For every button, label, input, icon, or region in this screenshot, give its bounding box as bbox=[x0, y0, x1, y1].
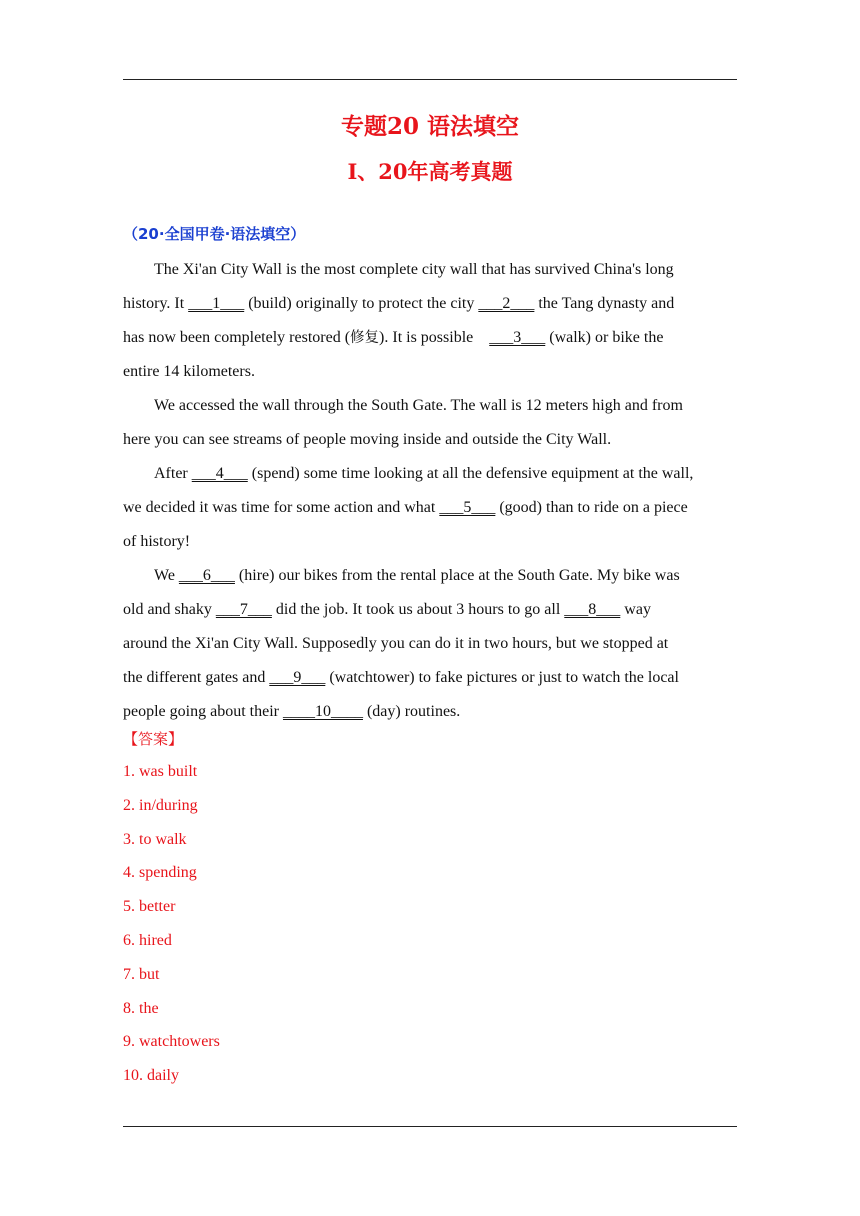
passage-line bbox=[123, 695, 748, 729]
passage-text: (watchtower) to fake pictures or just to watch the local bbox=[325, 669, 679, 686]
passage-text: The Xi'an City Wall is the most complete city wall that has survived China's long bbox=[154, 261, 674, 278]
section-subtitle: I、20年高考真题 bbox=[347, 159, 513, 184]
passage-line bbox=[123, 525, 748, 559]
header-rule bbox=[123, 79, 737, 80]
passage-line bbox=[123, 287, 748, 321]
blank-1: ___1___ bbox=[188, 295, 245, 312]
answer-item: 1. was built bbox=[123, 763, 198, 780]
passage-text: (good) than to ride on a piece bbox=[495, 499, 688, 516]
answer-item: 7. but bbox=[123, 965, 160, 983]
blank-7: ___7___ bbox=[215, 601, 272, 618]
blank-6: ___6___ bbox=[178, 567, 235, 584]
passage-text: (day) routines. bbox=[362, 703, 461, 720]
passage-text: has now been completely restored ( bbox=[123, 329, 351, 346]
answer-item: 10. daily bbox=[123, 1067, 179, 1085]
passage-text: the Tang dynasty and bbox=[534, 295, 675, 312]
blank-5: ___5___ bbox=[439, 499, 496, 516]
passage-line bbox=[123, 321, 748, 355]
answer-item: 4. spending bbox=[123, 864, 197, 882]
passage-line bbox=[123, 253, 748, 287]
passage-text: did the job. It took us about 3 hours to go all bbox=[271, 601, 565, 618]
blank-2: ___2___ bbox=[478, 295, 535, 312]
passage-line bbox=[123, 627, 748, 661]
blank-3: ___3___ bbox=[489, 329, 546, 346]
passage-line bbox=[123, 423, 748, 457]
passage-line bbox=[123, 559, 748, 593]
passage-text: (build) originally to protect the city bbox=[244, 295, 479, 312]
blank-8: ___8___ bbox=[564, 601, 621, 618]
passage-text: ). It is possible bbox=[379, 329, 490, 346]
blank-9: ___9___ bbox=[269, 669, 326, 686]
passage-text: here you can see streams of people moving inside and outside the City Wall. bbox=[123, 431, 612, 448]
footer-rule bbox=[123, 1126, 737, 1127]
passage-line bbox=[123, 593, 748, 627]
passage-text: old and shaky bbox=[123, 601, 216, 618]
passage-text: around the Xi'an City Wall. Supposedly you can do it in two hours, but we stopped at bbox=[123, 635, 669, 652]
cloze-passage bbox=[123, 253, 748, 729]
answer-item: 3. to walk bbox=[123, 830, 187, 848]
answer-heading: 【答案】 bbox=[123, 730, 184, 748]
passage-text: We accessed the wall through the South Gate. The wall is 12 meters high and from bbox=[154, 397, 683, 414]
blank-4: ___4___ bbox=[191, 465, 248, 482]
passage-text: After bbox=[154, 465, 192, 482]
passage-line bbox=[123, 661, 748, 695]
passage-line bbox=[123, 355, 748, 389]
answer-item: 6. hired bbox=[123, 931, 172, 949]
answer-item: 9. watchtowers bbox=[123, 1033, 220, 1051]
passage-text: people going about their bbox=[123, 703, 283, 720]
passage-line bbox=[123, 457, 748, 491]
chinese-gloss: 修复 bbox=[350, 330, 380, 346]
blank-10: ____10____ bbox=[282, 703, 363, 720]
passage-text: of history! bbox=[123, 533, 191, 550]
passage-line bbox=[123, 491, 748, 525]
passage-text: entire 14 kilometers. bbox=[123, 363, 255, 380]
passage-text: we decided it was time for some action and what bbox=[123, 499, 440, 516]
answer-item: 5. better bbox=[123, 898, 176, 916]
passage-line bbox=[123, 389, 748, 423]
passage-text: (walk) or bike the bbox=[545, 329, 664, 346]
passage-text: way bbox=[620, 601, 651, 618]
page-title: 专题20 语法填空 bbox=[340, 113, 519, 140]
passage-text: (spend) some time looking at all the defensive equipment at the wall, bbox=[247, 465, 694, 482]
answer-list bbox=[123, 755, 220, 1093]
passage-text: the different gates and bbox=[123, 669, 270, 686]
passage-text: (hire) our bikes from the rental place at the South Gate. My bike was bbox=[234, 567, 680, 584]
answer-item: 2. in/during bbox=[123, 796, 198, 814]
passage-text: history. It bbox=[123, 295, 189, 312]
answer-item: 8. the bbox=[123, 999, 159, 1017]
passage-text: We bbox=[154, 567, 179, 584]
question-source-label: （20·全国甲卷·语法填空） bbox=[123, 225, 306, 243]
